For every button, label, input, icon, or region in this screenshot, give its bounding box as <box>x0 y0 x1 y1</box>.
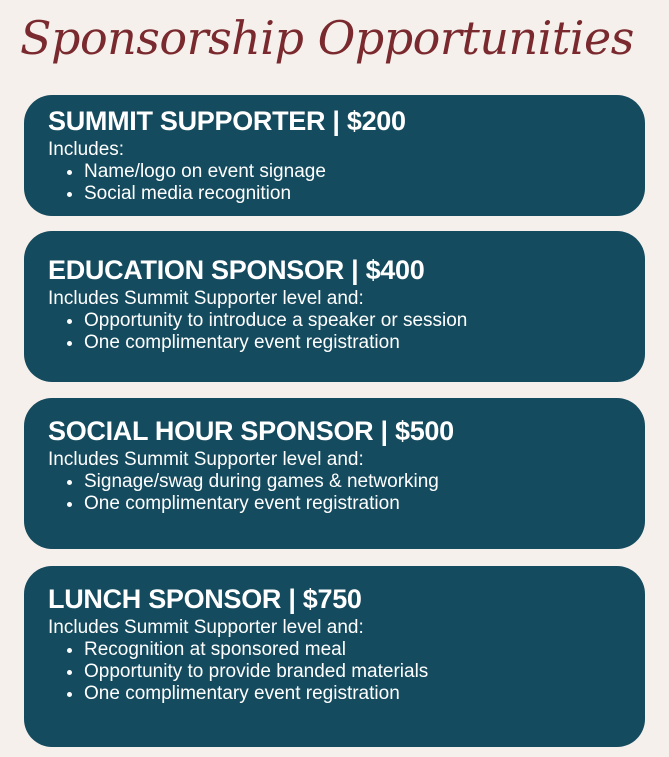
benefit-item: • One complimentary event registration <box>84 493 629 515</box>
sponsorship-card-education-sponsor <box>24 231 645 382</box>
benefit-item: • One complimentary event registration <box>84 332 629 354</box>
card-heading: EDUCATION SPONSOR | $400 <box>48 255 425 285</box>
page-title: Sponsorship Opportunities <box>20 11 634 65</box>
card-content <box>48 254 629 354</box>
benefits-list <box>48 471 629 515</box>
benefit-item: • Signage/swag during games & networking <box>84 471 629 493</box>
sponsorship-card-social-hour-sponsor <box>24 398 645 549</box>
card-intro: Includes Summit Supporter level and: <box>48 449 364 470</box>
card-intro: Includes Summit Supporter level and: <box>48 288 364 309</box>
card-content <box>48 583 629 705</box>
card-heading: LUNCH SPONSOR | $750 <box>48 584 362 614</box>
card-content <box>48 415 629 515</box>
card-intro: Includes Summit Supporter level and: <box>48 617 364 638</box>
benefits-list <box>48 310 629 354</box>
benefit-item: • Recognition at sponsored meal <box>84 639 629 661</box>
sponsorship-card-summit-supporter <box>24 95 645 216</box>
card-content <box>48 105 629 205</box>
card-heading: SOCIAL HOUR SPONSOR | $500 <box>48 416 454 446</box>
sponsorship-card-lunch-sponsor <box>24 566 645 747</box>
benefit-item: • Opportunity to introduce a speaker or session <box>84 310 629 332</box>
benefits-list <box>48 639 629 705</box>
card-heading: SUMMIT SUPPORTER | $200 <box>48 106 406 136</box>
benefit-item: • One complimentary event registration <box>84 683 629 705</box>
benefit-item: • Name/logo on event signage <box>84 161 629 183</box>
benefits-list <box>48 161 629 205</box>
benefit-item: • Opportunity to provide branded materials <box>84 661 629 683</box>
benefit-item: • Social media recognition <box>84 183 629 205</box>
card-intro: Includes: <box>48 139 125 160</box>
